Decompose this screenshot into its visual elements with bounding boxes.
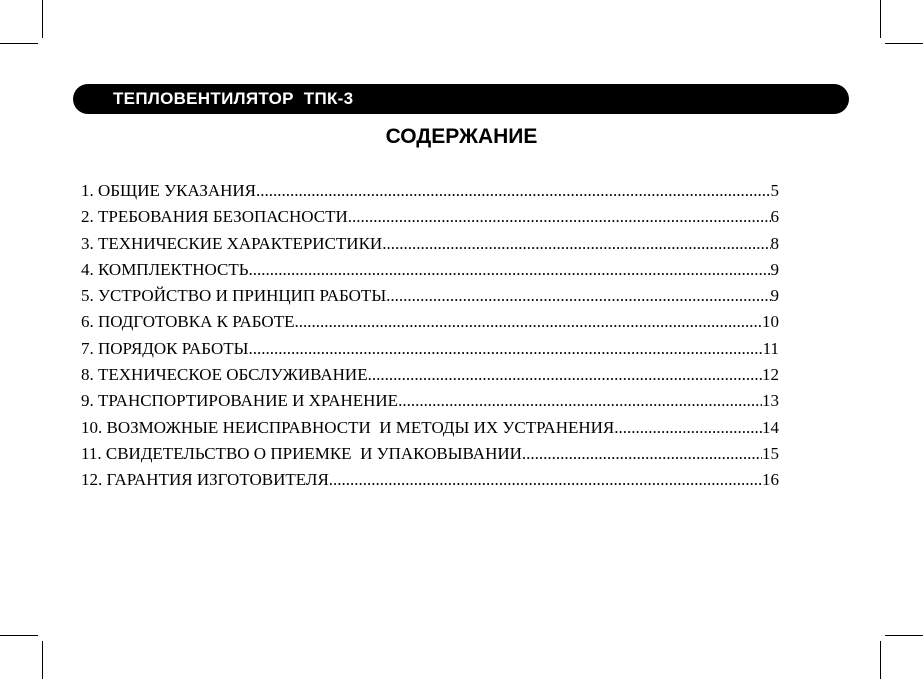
toc-page-number: 16 [762, 470, 779, 490]
toc-page-number: 8 [770, 233, 779, 253]
toc-item[interactable] [81, 415, 779, 441]
toc-item[interactable] [81, 257, 779, 283]
toc-dot-leader [294, 309, 762, 335]
toc-dot-leader [398, 388, 762, 414]
toc-item[interactable] [81, 467, 779, 493]
toc-page-number: 9 [770, 259, 779, 279]
toc-item[interactable] [81, 204, 779, 230]
toc-item[interactable] [81, 178, 779, 204]
toc-page-number: 9 [770, 286, 779, 306]
toc-item-label: 11. СВИДЕТЕЛЬСТВО О ПРИЕМКЕ И УПАКОВЫВАНИИ [81, 443, 522, 463]
toc-page-number: 13 [762, 391, 779, 411]
toc-page-number: 10 [762, 312, 779, 332]
toc-item-label: 1. ОБЩИЕ УКАЗАНИЯ [81, 181, 257, 200]
toc-item-label: 10. ВОЗМОЖНЫЕ НЕИСПРАВНОСТИ И МЕТОДЫ ИХ УСТРАНЕНИЯ [81, 417, 615, 437]
toc-dot-leader [386, 283, 770, 309]
toc-item-label: 8. ТЕХНИЧЕСКОЕ ОБСЛУЖИВАНИЕ [81, 365, 368, 385]
toc-dot-leader [256, 178, 770, 204]
toc-dot-leader [348, 204, 771, 230]
toc-page-number: 12 [762, 365, 779, 385]
crop-mark-bottom-right-horizontal [885, 635, 923, 636]
toc-item[interactable] [81, 283, 779, 309]
toc-item-label: 6. ПОДГОТОВКА К РАБОТЕ [81, 312, 295, 332]
toc-dot-leader [368, 362, 762, 388]
toc-item-label: 5. УСТРОЙСТВО И ПРИНЦИП РАБОТЫ [81, 286, 387, 306]
toc-item-label: 12. ГАРАНТИЯ ИЗГОТОВИТЕЛЯ [81, 470, 329, 490]
crop-mark-top-right-horizontal [885, 43, 923, 44]
toc-dot-leader [329, 467, 762, 493]
table-of-contents [81, 178, 779, 494]
header-bar [73, 84, 849, 114]
crop-mark-bottom-left-vertical [42, 641, 43, 679]
crop-mark-bottom-right-vertical [880, 641, 881, 679]
toc-page-number: 11 [762, 338, 779, 358]
toc-item-label: 9. ТРАНСПОРТИРОВАНИЕ И ХРАНЕНИЕ [81, 391, 399, 411]
toc-item[interactable] [81, 231, 779, 257]
toc-page-number: 6 [770, 207, 779, 227]
toc-item[interactable] [81, 309, 779, 335]
page-title: СОДЕРЖАНИЕ [385, 125, 538, 148]
header-title: ТЕПЛОВЕНТИЛЯТОР ТПК-3 [113, 89, 354, 108]
toc-dot-leader [614, 415, 762, 441]
toc-item[interactable] [81, 336, 779, 362]
toc-dot-leader [248, 336, 762, 362]
toc-item[interactable] [81, 362, 779, 388]
crop-mark-top-left-horizontal [0, 43, 38, 44]
toc-item-label: 3. ТЕХНИЧЕСКИЕ ХАРАКТЕРИСТИКИ [81, 233, 383, 253]
toc-dot-leader [382, 231, 770, 257]
crop-mark-bottom-left-horizontal [0, 635, 38, 636]
toc-item[interactable] [81, 441, 779, 467]
crop-mark-top-right-vertical [880, 0, 881, 38]
toc-dot-leader [522, 441, 762, 467]
toc-item-label: 2. ТРЕБОВАНИЯ БЕЗОПАСНОСТИ [81, 207, 348, 227]
toc-item[interactable] [81, 388, 779, 414]
toc-page-number: 5 [770, 181, 779, 200]
toc-dot-leader [248, 257, 770, 283]
toc-item-label: 4. КОМПЛЕКТНОСТЬ [81, 259, 249, 279]
toc-page-number: 15 [762, 443, 779, 463]
toc-page-number: 14 [762, 417, 779, 437]
crop-mark-top-left-vertical [42, 0, 43, 38]
toc-item-label: 7. ПОРЯДОК РАБОТЫ [81, 338, 249, 358]
